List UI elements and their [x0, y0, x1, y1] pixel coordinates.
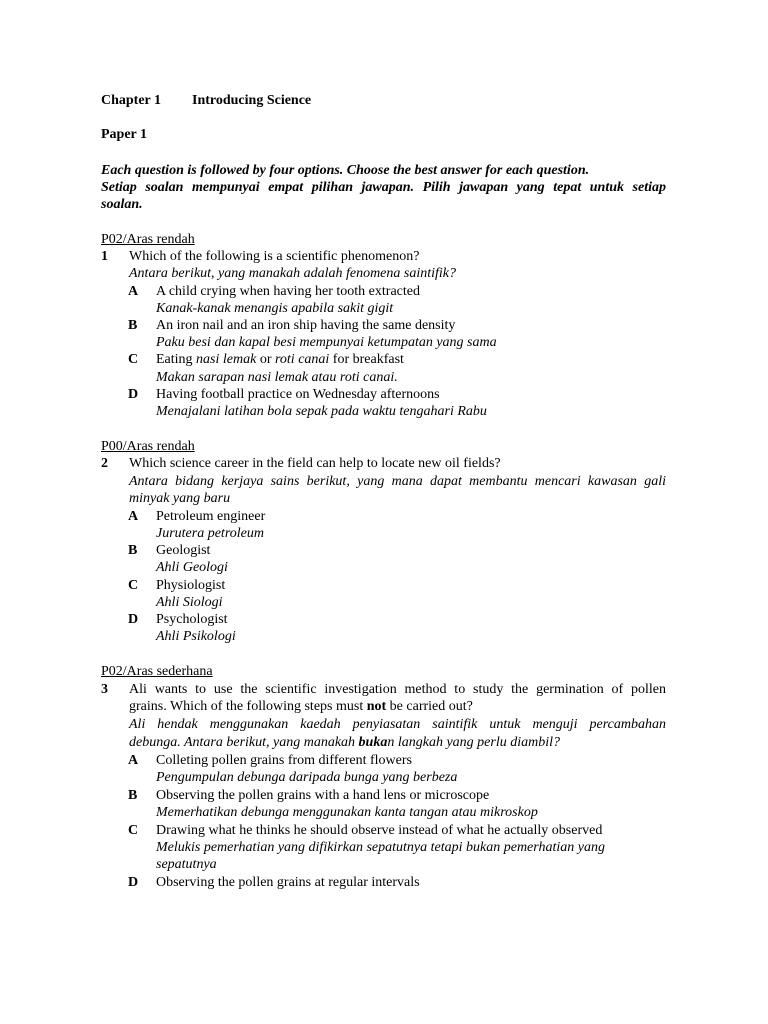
- question-3-text-ms-line2: [129, 734, 560, 751]
- question-3-text-ms-line1: Ali hendak menggunakan kaedah penyiasatan saintifik untuk menguji percambahan: [129, 717, 666, 732]
- option-text-part: or: [256, 352, 275, 367]
- option-text-ms: Paku besi dan kapal besi mempunyai ketumpatan yang sama: [156, 335, 497, 350]
- option-text: Having football practice on Wednesday afternoons: [156, 387, 440, 402]
- option-text-ms: Makan sarapan nasi lemak atau roti canai.: [156, 370, 398, 385]
- option-text: Physiologist: [156, 578, 226, 593]
- chapter-number: Chapter 1: [101, 93, 162, 108]
- question-3-text-line2: [129, 698, 473, 715]
- option-text-ms: Melukis pemerhatian yang difikirkan sepatutnya tetapi bukan pemerhatian yang: [156, 840, 605, 855]
- option-letter: D: [128, 387, 139, 402]
- question-1-text: Which of the following is a scientific phenomenon?: [129, 249, 420, 264]
- option-text-part: nasi lemak: [196, 352, 257, 367]
- question-2-tag: P00/Aras rendah: [101, 439, 195, 454]
- question-3-text-line1: Ali wants to use the scientific investigation method to study the germination of pollen: [129, 682, 666, 697]
- paper-title: Paper 1: [101, 127, 148, 142]
- question-text-emphasis: not: [366, 699, 387, 714]
- option-text-ms: Ahli Geologi: [156, 560, 228, 575]
- option-letter: D: [128, 612, 139, 627]
- option-letter: A: [128, 509, 139, 524]
- option-letter: B: [128, 318, 138, 333]
- option-letter: B: [128, 543, 138, 558]
- question-text-emphasis: buka: [358, 735, 388, 750]
- option-text-part: for breakfast: [329, 352, 404, 367]
- question-1-text-ms: Antara berikut, yang manakah adalah fenomena saintifik?: [129, 266, 457, 281]
- question-2-text-ms-line1: Antara bidang kerjaya sains berikut, yang mana dapat membantu mencari kawasan gali: [129, 474, 666, 489]
- option-text-ms: Pengumpulan debunga daripada bunga yang berbeza: [156, 770, 458, 785]
- option-text-part: Eating: [156, 352, 197, 367]
- instructions-ms-line2: soalan.: [101, 197, 143, 212]
- option-letter: C: [128, 578, 139, 593]
- instructions-ms-line1: Setiap soalan mempunyai empat pilihan jawapan. Pilih jawapan yang tepat untuk setiap: [101, 180, 666, 195]
- option-text: Drawing what he thinks he should observe instead of what he actually observed: [156, 823, 603, 838]
- option-letter: D: [128, 875, 139, 890]
- option-letter: A: [128, 284, 139, 299]
- question-2-number: 2: [101, 456, 108, 471]
- question-1-number: 1: [101, 249, 108, 264]
- option-text: Geologist: [156, 543, 211, 558]
- question-3-number: 3: [101, 682, 108, 697]
- instructions-en: Each question is followed by four options. Choose the best answer for each question.: [101, 163, 590, 178]
- question-2-text: Which science career in the field can help to locate new oil fields?: [129, 456, 501, 471]
- option-letter: B: [128, 788, 138, 803]
- question-2-text-ms-line2: minyak yang baru: [129, 491, 231, 506]
- option-letter: C: [128, 352, 139, 367]
- question-text-part: grains. Which of the following steps must: [129, 699, 367, 714]
- question-text-part: n langkah yang perlu diambil?: [387, 735, 560, 750]
- option-text-ms: Ahli Psikologi: [156, 629, 236, 644]
- option-text-ms: Ahli Siologi: [156, 595, 223, 610]
- question-text-part: debunga. Antara berikut, yang manakah: [129, 735, 359, 750]
- option-text: An iron nail and an iron ship having the same density: [156, 318, 456, 333]
- option-text-ms: Kanak-kanak menangis apabila sakit gigit: [156, 301, 394, 316]
- option-text: Petroleum engineer: [156, 509, 266, 524]
- question-1-tag: P02/Aras rendah: [101, 232, 195, 247]
- option-text: Observing the pollen grains with a hand lens or microscope: [156, 788, 490, 803]
- option-text: A child crying when having her tooth extracted: [156, 284, 420, 299]
- option-text-ms: Jurutera petroleum: [156, 526, 264, 541]
- question-text-part: be carried out?: [386, 699, 473, 714]
- option-text-ms: Menajalani latihan bola sepak pada waktu tengahari Rabu: [156, 404, 487, 419]
- option-text-part: roti canai: [274, 352, 330, 367]
- option-text: Psychologist: [156, 612, 228, 627]
- option-text: Colleting pollen grains from different flowers: [156, 753, 412, 768]
- option-text-ms: sepatutnya: [156, 857, 217, 872]
- option-letter: A: [128, 753, 139, 768]
- option-text: [156, 351, 404, 368]
- chapter-title: Introducing Science: [192, 93, 312, 108]
- option-letter: C: [128, 823, 139, 838]
- question-3-tag: P02/Aras sederhana: [101, 664, 213, 679]
- option-text-ms: Memerhatikan debunga menggunakan kanta tangan atau mikroskop: [156, 805, 538, 820]
- option-text: Observing the pollen grains at regular intervals: [156, 875, 420, 890]
